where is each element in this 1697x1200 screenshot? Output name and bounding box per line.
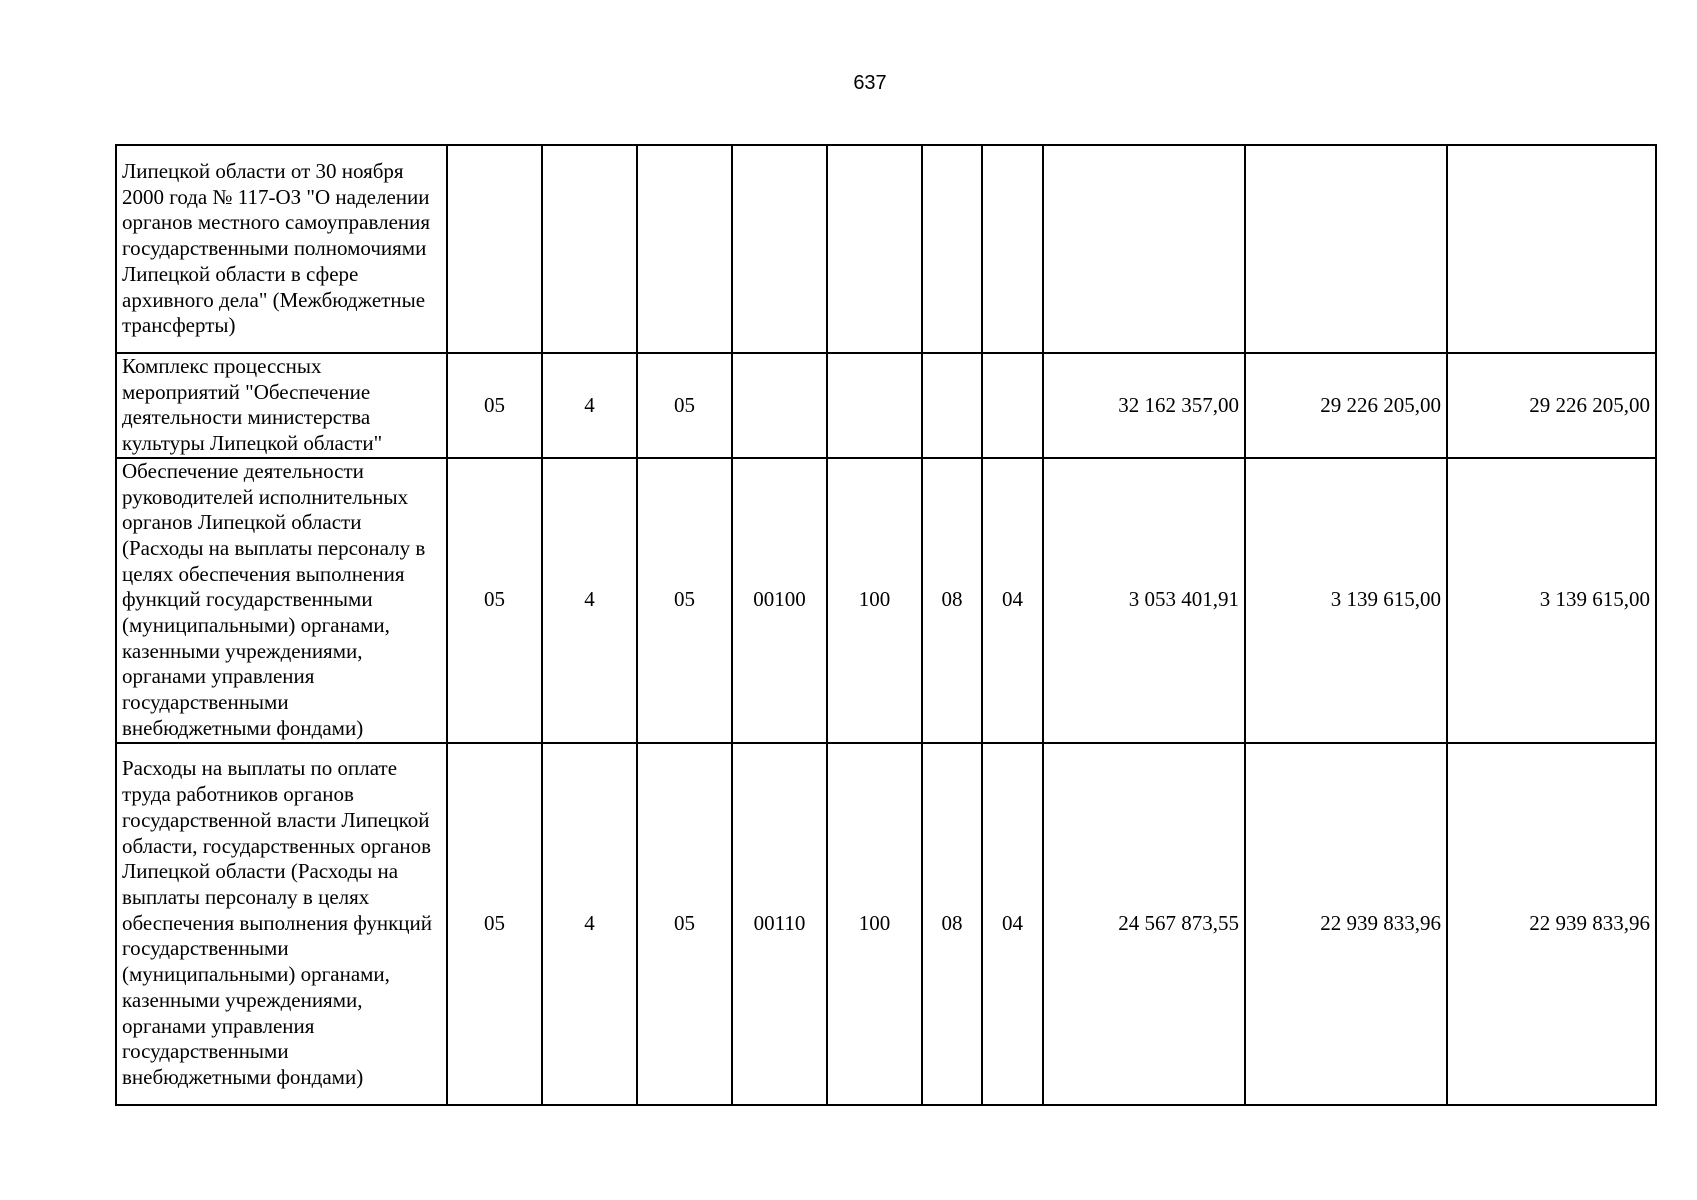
subsection-code: 04: [982, 743, 1043, 1105]
complex-code: 05: [637, 458, 732, 743]
amount-year-2: 3 139 615,00: [1245, 458, 1447, 743]
amount-year-1: [1043, 145, 1245, 353]
direction-code: [732, 145, 827, 353]
program-code: 05: [447, 458, 542, 743]
expense-type-code: [827, 353, 922, 458]
row-description: Обеспечение деятельности руководителей исполнительных органов Липецкой области (Расходы на выплаты персоналу в целях обеспечения выполнения функций государственными (муниципальными) органами, казенными учреждениями, органами управления государственными внебюджетными фондами): [116, 458, 447, 743]
amount-year-1: 32 162 357,00: [1043, 353, 1245, 458]
expense-type-code: 100: [827, 743, 922, 1105]
section-code: 08: [922, 743, 982, 1105]
section-code: [922, 353, 982, 458]
table-row: [116, 353, 1656, 458]
section-code: 08: [922, 458, 982, 743]
row-description: Расходы на выплаты по оплате труда работников органов государственной власти Липецкой области, государственных органов Липецкой области (Расходы на выплаты персоналу в целях обеспечения выполнения функций государственными (муниципальными) органами, казенными учреждениями, органами управления государственными внебюджетными фондами): [116, 743, 447, 1105]
amount-year-2: 22 939 833,96: [1245, 743, 1447, 1105]
amount-year-1: 24 567 873,55: [1043, 743, 1245, 1105]
amount-year-2: 29 226 205,00: [1245, 353, 1447, 458]
subsection-code: 04: [982, 458, 1043, 743]
subsection-code: [982, 145, 1043, 353]
program-code: 05: [447, 743, 542, 1105]
budget-table: [115, 144, 1657, 1106]
complex-code: 05: [637, 353, 732, 458]
amount-year-3: 29 226 205,00: [1447, 353, 1656, 458]
program-code: 05: [447, 353, 542, 458]
page-number: 637: [853, 72, 887, 94]
direction-code: 00100: [732, 458, 827, 743]
amount-year-3: [1447, 145, 1656, 353]
table-row: [116, 458, 1656, 743]
row-description: Липецкой области от 30 ноября 2000 года № 117-ОЗ "О наделении органов местного самоуправления государственными полномочиями Липецкой области в сфере архивного дела" (Межбюджетные трансферты): [116, 145, 447, 353]
subprogram-code: [542, 145, 637, 353]
amount-year-1: 3 053 401,91: [1043, 458, 1245, 743]
subprogram-code: 4: [542, 353, 637, 458]
amount-year-3: 3 139 615,00: [1447, 458, 1656, 743]
row-description: Комплекс процессных мероприятий "Обеспечение деятельности министерства культуры Липецкой области": [116, 353, 447, 458]
subprogram-code: 4: [542, 743, 637, 1105]
table-row: [116, 145, 1656, 353]
subsection-code: [982, 353, 1043, 458]
direction-code: [732, 353, 827, 458]
subprogram-code: 4: [542, 458, 637, 743]
table-row: [116, 743, 1656, 1105]
amount-year-3: 22 939 833,96: [1447, 743, 1656, 1105]
complex-code: [637, 145, 732, 353]
complex-code: 05: [637, 743, 732, 1105]
expense-type-code: 100: [827, 458, 922, 743]
section-code: [922, 145, 982, 353]
program-code: [447, 145, 542, 353]
expense-type-code: [827, 145, 922, 353]
amount-year-2: [1245, 145, 1447, 353]
direction-code: 00110: [732, 743, 827, 1105]
